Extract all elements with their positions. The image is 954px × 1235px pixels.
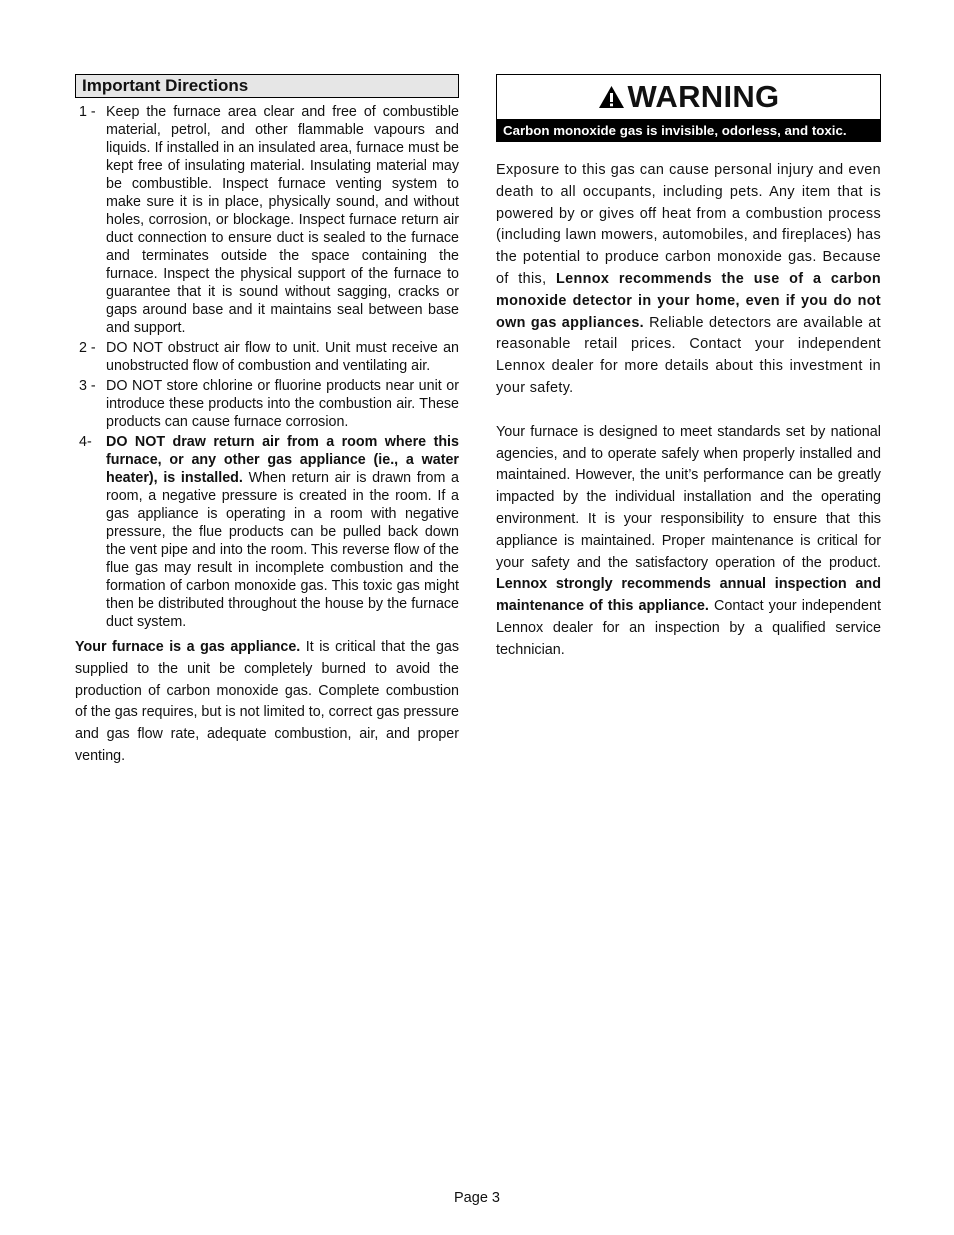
step-number: 4- bbox=[79, 434, 92, 450]
step-body-text: When return air is drawn from a room, a negative pressure is created in the room. If a gas appliance is operating in a room with negative pressure, the flue products can be pulled back down the vent pipe and into the room. This reverse flow of the flue gas may result in incomplete combustion and the formation of carbon monoxide gas. This toxic gas might then be distributed throughout the house by the furnace duct system. bbox=[106, 470, 459, 630]
warning-box bbox=[496, 74, 881, 142]
step-number: 1 - bbox=[79, 104, 96, 120]
paragraph-body: Your furnace is designed to meet standards set by national agencies, and to operate safely when properly installed and maintained. However, the unit’s performance can be greatly impacted by the individual installation and the operating environment. It is your responsibility to ensure that this appliance is maintained. Proper maintenance is critical for your safety and the satisfactory operation of the product. bbox=[496, 423, 881, 571]
step-bold-text: DO NOT draw return air from a room where this furnace, or any other gas appliance (ie., a water heater), is installed. bbox=[106, 434, 459, 486]
list-item bbox=[75, 433, 459, 631]
paragraph-body: It is critical that the gas supplied to the unit be completely burned to avoid the production of carbon monoxide gas. Complete combustion of the gas requires, but is not limited to, correct gas pressure and gas flow rate, adequate combustion, air, and proper venting. bbox=[75, 639, 459, 764]
warning-triangle-icon bbox=[598, 85, 625, 109]
directions-list bbox=[75, 103, 459, 631]
paragraph-body: Contact your independent Lennox dealer for an inspection by a qualified service technician. bbox=[496, 598, 882, 658]
paragraph-emphasis: Lennox recommends the use of a carbon monoxide detector in your home, even if you do not own gas appliances. bbox=[496, 270, 881, 331]
right-column bbox=[496, 74, 881, 662]
step-text: DO NOT store chlorine or fluorine products near unit or introduce these products into the combustion air. These products can cause furnace corrosion. bbox=[106, 378, 459, 430]
step-text: DO NOT obstruct air flow to unit. Unit must receive an unobstructed flow of combustion and ventilating air. bbox=[106, 340, 459, 374]
co-exposure-paragraph bbox=[496, 160, 881, 400]
maintenance-paragraph bbox=[496, 422, 881, 662]
step-text: Keep the furnace area clear and free of combustible material, petrol, and other flammable vapours and liquids. If installed in an insulated area, furnace must be kept free of insulating material. Insulating material may be combustible. Inspect furnace venting system to make sure it is in place, physically sound, and without holes, corrosion, or blockage. Inspect furnace return air duct connection to ensure duct is sealed to the furnace and terminates outside the space containing the furnace. Inspect the physical support of the furnace to guarantee that it is sound without sagging, cracks or gaps around base and it maintains seal between base and support. bbox=[106, 104, 459, 336]
list-item bbox=[75, 103, 459, 337]
left-column bbox=[75, 74, 459, 768]
paragraph-body: Exposure to this gas can cause personal injury and even death to all occupants, including pets. Any item that is powered by or gives off heat from a combustion process (including lawn mowers, automobiles, and fireplaces) has the potential to produce carbon monoxide gas. Because of this, bbox=[496, 162, 881, 287]
paragraph-emphasis: Lennox strongly recommends annual inspection and maintenance of this appliance. bbox=[496, 576, 881, 615]
gas-appliance-paragraph bbox=[75, 637, 459, 768]
paragraph-lead: Your furnace is a gas appliance. bbox=[75, 639, 301, 655]
warning-title-text: WARNING bbox=[627, 79, 780, 114]
section-heading: Important Directions bbox=[75, 74, 459, 98]
paragraph-body: Reliable detectors are available at reasonable retail prices. Contact your independent Lennox dealer for more details about this investment in your safety. bbox=[496, 314, 881, 396]
step-number: 2 - bbox=[79, 340, 96, 356]
page-number: Page 3 bbox=[454, 1190, 500, 1206]
warning-title bbox=[497, 75, 880, 119]
list-item bbox=[75, 339, 459, 375]
step-text bbox=[106, 433, 459, 631]
list-item bbox=[75, 377, 459, 431]
warning-message: Carbon monoxide gas is invisible, odorless, and toxic. bbox=[497, 119, 880, 141]
step-number: 3 - bbox=[79, 378, 96, 394]
